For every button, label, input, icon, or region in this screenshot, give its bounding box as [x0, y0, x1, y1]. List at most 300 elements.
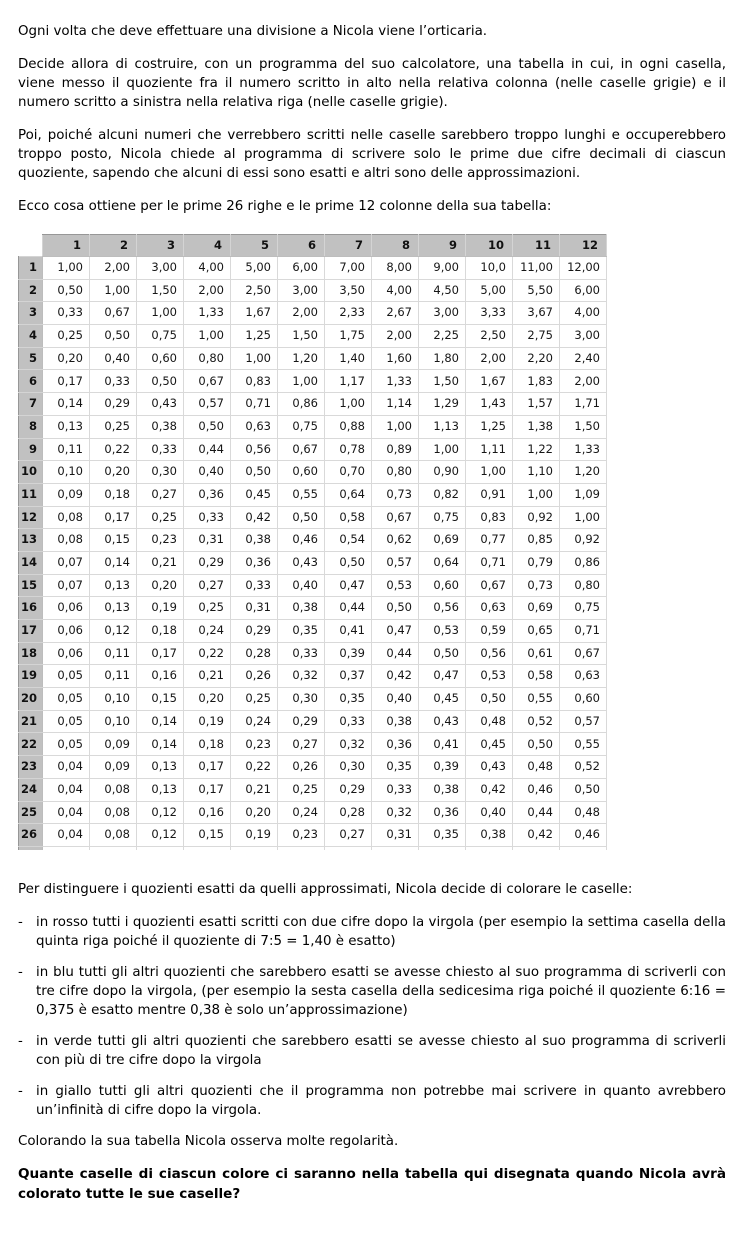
quotient-cell	[372, 846, 419, 850]
quotient-cell: 0,47	[325, 574, 372, 597]
bullet-yellow	[18, 1082, 726, 1120]
quotient-cell: 0,22	[231, 756, 278, 779]
quotient-cell: 0,58	[513, 665, 560, 688]
row-header: 16	[19, 597, 43, 620]
quotient-cell: 0,38	[137, 415, 184, 438]
quotient-cell: 0,04	[43, 801, 90, 824]
quotient-cell: 0,50	[90, 325, 137, 348]
row-header: 25	[19, 801, 43, 824]
quotient-cell: 0,41	[325, 620, 372, 643]
quotient-cell	[325, 846, 372, 850]
quotient-cell: 0,18	[184, 733, 231, 756]
quotient-cell: 0,12	[137, 824, 184, 847]
question-text: Quante caselle di ciascun colore ci saranno nella tabella qui disegnata quando Nicola avrà colorato tutte le sue caselle?	[18, 1166, 726, 1202]
quotient-cell: 0,17	[184, 756, 231, 779]
quotient-cell: 0,60	[278, 461, 325, 484]
quotient-cell: 0,27	[184, 574, 231, 597]
quotient-cell: 1,67	[466, 370, 513, 393]
quotient-cell: 0,46	[560, 824, 607, 847]
quotient-cell: 10,0	[466, 257, 513, 280]
quotient-cell: 0,65	[513, 620, 560, 643]
quotient-cell: 0,58	[325, 506, 372, 529]
quotient-cell: 3,33	[466, 302, 513, 325]
quotient-cell: 2,20	[513, 347, 560, 370]
quotient-cell: 0,08	[90, 778, 137, 801]
row-header: 20	[19, 688, 43, 711]
table-row	[19, 551, 607, 574]
quotient-cell: 2,67	[372, 302, 419, 325]
quotient-cell: 0,64	[419, 551, 466, 574]
quotient-cell: 1,00	[466, 461, 513, 484]
quotient-cell: 0,17	[184, 778, 231, 801]
quotient-cell: 0,20	[231, 801, 278, 824]
quotient-cell: 1,33	[372, 370, 419, 393]
quotient-cell: 0,40	[184, 461, 231, 484]
quotient-cell: 0,08	[43, 506, 90, 529]
quotient-cell: 0,09	[90, 756, 137, 779]
quotient-cell: 0,07	[43, 574, 90, 597]
quotient-cell: 0,44	[513, 801, 560, 824]
quotient-cell: 0,42	[372, 665, 419, 688]
quotient-cell: 0,22	[90, 438, 137, 461]
quotient-cell: 0,10	[43, 461, 90, 484]
quotient-cell: 0,57	[372, 551, 419, 574]
quotient-cell: 0,83	[231, 370, 278, 393]
column-header: 10	[466, 235, 513, 257]
quotient-cell: 0,50	[419, 642, 466, 665]
quotient-cell: 0,33	[137, 438, 184, 461]
quotient-cell: 0,60	[419, 574, 466, 597]
quotient-cell: 0,80	[184, 347, 231, 370]
quotient-cell: 0,46	[513, 778, 560, 801]
quotient-cell	[90, 846, 137, 850]
quotient-cell: 1,00	[43, 257, 90, 280]
table-row	[19, 438, 607, 461]
row-header: 21	[19, 710, 43, 733]
quotient-cell: 0,23	[137, 529, 184, 552]
row-header: 11	[19, 483, 43, 506]
row-header: 2	[19, 279, 43, 302]
quotient-cell	[278, 846, 325, 850]
quotient-cell: 0,25	[43, 325, 90, 348]
quotient-cell: 0,25	[231, 688, 278, 711]
quotient-cell: 0,48	[466, 710, 513, 733]
quotient-cell: 2,75	[513, 325, 560, 348]
quotient-cell: 0,29	[278, 710, 325, 733]
quotient-cell: 0,69	[419, 529, 466, 552]
quotient-cell: 0,56	[466, 642, 513, 665]
quotient-cell: 0,05	[43, 688, 90, 711]
quotient-cell: 4,00	[372, 279, 419, 302]
quotient-cell: 0,75	[560, 597, 607, 620]
quotient-cell: 0,57	[184, 393, 231, 416]
quotient-cell: 0,25	[90, 415, 137, 438]
quotient-cell: 0,62	[372, 529, 419, 552]
quotient-cell: 0,80	[372, 461, 419, 484]
table-row	[19, 415, 607, 438]
quotient-cell: 0,45	[466, 733, 513, 756]
quotient-cell: 0,64	[325, 483, 372, 506]
quotient-cell: 1,00	[184, 325, 231, 348]
quotient-cell: 1,00	[137, 302, 184, 325]
quotient-cell: 0,50	[184, 415, 231, 438]
quotient-cell: 0,24	[278, 801, 325, 824]
quotient-cell: 0,15	[184, 824, 231, 847]
row-header: 4	[19, 325, 43, 348]
quotient-cell: 0,67	[278, 438, 325, 461]
quotient-cell: 0,08	[43, 529, 90, 552]
bullet-dash: -	[18, 1034, 23, 1050]
table-row	[19, 483, 607, 506]
row-header	[19, 846, 43, 850]
paragraph-regularities: Colorando la sua tabella Nicola osserva molte regolarità.	[18, 1134, 399, 1150]
quotient-cell: 0,16	[137, 665, 184, 688]
quotient-cell: 1,20	[560, 461, 607, 484]
quotient-cell: 1,83	[513, 370, 560, 393]
quotient-cell: 0,27	[137, 483, 184, 506]
quotient-cell: 0,47	[372, 620, 419, 643]
quotient-cell	[513, 846, 560, 850]
quotient-cell: 2,00	[560, 370, 607, 393]
quotient-cell: 0,17	[137, 642, 184, 665]
quotient-cell: 0,55	[560, 733, 607, 756]
quotient-cell: 0,71	[466, 551, 513, 574]
quotient-cell: 0,55	[278, 483, 325, 506]
quotient-cell: 0,36	[184, 483, 231, 506]
quotient-cell: 1,09	[560, 483, 607, 506]
column-header: 5	[231, 235, 278, 257]
quotient-cell: 0,29	[184, 551, 231, 574]
quotient-cell: 0,50	[513, 733, 560, 756]
bullet-dash: -	[18, 1084, 23, 1100]
quotient-cell: 0,36	[231, 551, 278, 574]
quotient-cell: 0,52	[513, 710, 560, 733]
quotient-cell: 3,00	[137, 257, 184, 280]
quotient-cell: 0,20	[90, 461, 137, 484]
paragraph-table-lead-in: Ecco cosa ottiene per le prime 26 righe e le prime 12 colonne della sua tabella:	[18, 199, 552, 214]
quotient-cell: 0,19	[137, 597, 184, 620]
bullet-green	[18, 1032, 726, 1070]
quotient-cell: 0,40	[372, 688, 419, 711]
quotient-cell: 0,43	[419, 710, 466, 733]
quotient-cell: 0,32	[372, 801, 419, 824]
quotient-cell: 2,25	[419, 325, 466, 348]
quotient-cell: 0,28	[231, 642, 278, 665]
table-row	[19, 279, 607, 302]
table-row	[19, 620, 607, 643]
quotient-cell: 2,00	[278, 302, 325, 325]
quotient-cell: 0,44	[184, 438, 231, 461]
row-header: 12	[19, 506, 43, 529]
quotient-cell: 1,20	[278, 347, 325, 370]
quotient-cell: 0,20	[184, 688, 231, 711]
quotient-cell: 0,75	[419, 506, 466, 529]
quotient-cell: 2,50	[231, 279, 278, 302]
quotient-cell: 0,25	[137, 506, 184, 529]
row-header: 18	[19, 642, 43, 665]
quotient-cell: 0,52	[560, 756, 607, 779]
quotient-cell: 0,08	[90, 801, 137, 824]
quotient-cell: 0,31	[372, 824, 419, 847]
quotient-cell: 1,00	[90, 279, 137, 302]
table-header-row	[19, 235, 607, 257]
table-row	[19, 801, 607, 824]
quotient-cell: 0,05	[43, 710, 90, 733]
quotient-cell: 5,50	[513, 279, 560, 302]
quotient-cell: 0,09	[90, 733, 137, 756]
quotient-cell: 0,14	[43, 393, 90, 416]
corner-cell	[19, 235, 43, 257]
quotient-cell: 0,13	[137, 756, 184, 779]
row-header: 19	[19, 665, 43, 688]
quotient-cell: 0,77	[466, 529, 513, 552]
quotient-cell: 0,19	[231, 824, 278, 847]
quotient-cell: 0,60	[137, 347, 184, 370]
quotient-cell: 0,15	[90, 529, 137, 552]
quotient-cell: 1,00	[372, 415, 419, 438]
quotient-cell	[43, 846, 90, 850]
quotient-cell: 1,00	[278, 370, 325, 393]
bullet-dash: -	[18, 965, 23, 981]
quotient-cell: 0,63	[466, 597, 513, 620]
quotient-cell: 0,25	[278, 778, 325, 801]
quotient-cell: 0,23	[278, 824, 325, 847]
quotient-cell: 0,63	[560, 665, 607, 688]
row-header: 5	[19, 347, 43, 370]
quotient-cell: 0,67	[372, 506, 419, 529]
quotient-cell: 11,00	[513, 257, 560, 280]
quotient-cell: 0,92	[560, 529, 607, 552]
quotient-cell: 0,33	[43, 302, 90, 325]
table-row	[19, 574, 607, 597]
quotient-cell: 0,50	[43, 279, 90, 302]
quotient-cell: 0,04	[43, 778, 90, 801]
quotient-cell: 0,29	[90, 393, 137, 416]
quotient-cell: 0,33	[372, 778, 419, 801]
quotient-cell: 0,31	[184, 529, 231, 552]
quotient-cell: 0,11	[90, 665, 137, 688]
quotient-cell: 0,59	[466, 620, 513, 643]
quotient-cell: 0,21	[231, 778, 278, 801]
quotient-cell: 0,56	[231, 438, 278, 461]
row-header: 22	[19, 733, 43, 756]
quotient-cell: 0,43	[278, 551, 325, 574]
quotient-cell: 5,00	[231, 257, 278, 280]
quotient-cell: 0,11	[90, 642, 137, 665]
quotient-cell: 0,35	[325, 688, 372, 711]
quotient-cell: 1,00	[419, 438, 466, 461]
quotient-cell: 0,12	[137, 801, 184, 824]
quotient-cell: 1,80	[419, 347, 466, 370]
table-row	[19, 824, 607, 847]
table-row	[19, 461, 607, 484]
quotient-cell: 0,61	[513, 642, 560, 665]
quotient-cell: 1,71	[560, 393, 607, 416]
quotient-cell: 0,22	[184, 642, 231, 665]
quotient-cell: 0,83	[466, 506, 513, 529]
quotient-cell: 0,38	[278, 597, 325, 620]
quotient-cell: 0,08	[90, 824, 137, 847]
quotient-cell: 0,13	[90, 597, 137, 620]
quotient-cell: 0,09	[43, 483, 90, 506]
quotient-cell: 0,27	[325, 824, 372, 847]
quotient-cell: 0,50	[278, 506, 325, 529]
quotient-cell: 2,00	[466, 347, 513, 370]
quotient-cell: 1,60	[372, 347, 419, 370]
column-header: 11	[513, 235, 560, 257]
quotient-cell: 0,86	[278, 393, 325, 416]
quotient-cell: 0,46	[278, 529, 325, 552]
quotient-cell: 0,14	[90, 551, 137, 574]
quotient-cell: 0,07	[43, 551, 90, 574]
quotient-cell: 0,67	[560, 642, 607, 665]
quotient-cell: 2,00	[372, 325, 419, 348]
quotient-cell: 2,33	[325, 302, 372, 325]
quotient-cell: 1,13	[419, 415, 466, 438]
quotient-cell: 0,53	[372, 574, 419, 597]
row-header: 14	[19, 551, 43, 574]
quotient-cell: 0,69	[513, 597, 560, 620]
quotient-cell: 0,67	[184, 370, 231, 393]
quotient-cell: 0,32	[278, 665, 325, 688]
quotient-cell: 0,42	[231, 506, 278, 529]
quotient-cell: 2,40	[560, 347, 607, 370]
quotient-cell: 3,00	[419, 302, 466, 325]
quotient-cell: 1,57	[513, 393, 560, 416]
quotient-cell: 7,00	[325, 257, 372, 280]
quotient-cell: 6,00	[560, 279, 607, 302]
quotient-cell: 0,21	[184, 665, 231, 688]
table-row	[19, 665, 607, 688]
quotient-cell: 0,86	[560, 551, 607, 574]
table-row	[19, 347, 607, 370]
quotient-cell: 4,00	[184, 257, 231, 280]
quotient-cell: 0,50	[231, 461, 278, 484]
quotient-cell: 0,26	[231, 665, 278, 688]
quotient-cell: 0,40	[278, 574, 325, 597]
quotient-cell: 0,57	[560, 710, 607, 733]
column-header: 6	[278, 235, 325, 257]
table-body	[19, 257, 607, 851]
table-row	[19, 688, 607, 711]
table-row	[19, 778, 607, 801]
quotient-cell: 0,19	[184, 710, 231, 733]
quotient-cell: 0,53	[466, 665, 513, 688]
quotient-cell: 3,00	[278, 279, 325, 302]
quotient-cell: 0,43	[466, 756, 513, 779]
quotient-cell: 0,33	[278, 642, 325, 665]
quotient-cell: 0,73	[513, 574, 560, 597]
quotient-cell	[184, 846, 231, 850]
table-row	[19, 325, 607, 348]
quotient-cell: 0,92	[513, 506, 560, 529]
quotient-cell: 0,26	[278, 756, 325, 779]
column-header: 8	[372, 235, 419, 257]
quotient-table-wrapper	[18, 234, 726, 850]
quotient-cell: 0,27	[278, 733, 325, 756]
quotient-cell: 1,25	[231, 325, 278, 348]
table-row	[19, 302, 607, 325]
quotient-cell: 0,33	[231, 574, 278, 597]
quotient-cell: 4,00	[560, 302, 607, 325]
quotient-cell	[560, 846, 607, 850]
quotient-cell: 0,45	[231, 483, 278, 506]
quotient-cell: 0,05	[43, 665, 90, 688]
quotient-cell	[419, 846, 466, 850]
quotient-cell: 0,39	[419, 756, 466, 779]
quotient-cell: 0,70	[325, 461, 372, 484]
quotient-cell: 0,40	[466, 801, 513, 824]
quotient-cell: 3,00	[560, 325, 607, 348]
quotient-cell: 1,00	[231, 347, 278, 370]
quotient-cell: 0,85	[513, 529, 560, 552]
quotient-cell: 0,06	[43, 642, 90, 665]
quotient-cell: 1,17	[325, 370, 372, 393]
quotient-cell: 1,43	[466, 393, 513, 416]
quotient-cell: 1,11	[466, 438, 513, 461]
table-row	[19, 756, 607, 779]
quotient-cell: 0,13	[137, 778, 184, 801]
row-header: 15	[19, 574, 43, 597]
quotient-cell	[231, 846, 278, 850]
quotient-cell: 1,50	[419, 370, 466, 393]
quotient-cell: 0,35	[278, 620, 325, 643]
table-row	[19, 506, 607, 529]
quotient-cell: 0,04	[43, 824, 90, 847]
row-header: 13	[19, 529, 43, 552]
table-row	[19, 257, 607, 280]
quotient-cell: 0,44	[372, 642, 419, 665]
quotient-cell: 0,33	[184, 506, 231, 529]
quotient-cell: 0,56	[419, 597, 466, 620]
quotient-cell: 0,73	[372, 483, 419, 506]
quotient-cell: 0,35	[419, 824, 466, 847]
quotient-cell: 1,25	[466, 415, 513, 438]
quotient-cell: 0,44	[325, 597, 372, 620]
quotient-cell: 5,00	[466, 279, 513, 302]
quotient-cell: 1,14	[372, 393, 419, 416]
paragraph-intro: Ogni volta che deve effettuare una divisione a Nicola viene l’orticaria.	[18, 24, 488, 39]
quotient-cell: 0,71	[560, 620, 607, 643]
quotient-cell: 0,43	[137, 393, 184, 416]
quotient-cell: 0,50	[560, 778, 607, 801]
quotient-cell: 0,38	[419, 778, 466, 801]
quotient-cell: 0,55	[513, 688, 560, 711]
row-header: 6	[19, 370, 43, 393]
quotient-cell: 0,80	[560, 574, 607, 597]
quotient-cell: 1,75	[325, 325, 372, 348]
row-header: 17	[19, 620, 43, 643]
quotient-cell: 0,67	[90, 302, 137, 325]
quotient-cell: 0,38	[231, 529, 278, 552]
bullet-blue	[18, 963, 726, 1020]
quotient-cell: 0,91	[466, 483, 513, 506]
quotient-cell: 1,50	[137, 279, 184, 302]
quotient-cell: 0,31	[231, 597, 278, 620]
bullet-blue-text: in blu tutti gli altri quozienti che sarebbero esatti se avesse chiesto al suo programma di scriverli con tre cifre dopo la virgola, (per esempio la sesta casella della sedicesima riga poiché il quoziente 6:16 = 0,375 è esatto mentre 0,38 è solo un’approssimazione)	[36, 965, 726, 1019]
table-row	[19, 597, 607, 620]
quotient-cell: 1,40	[325, 347, 372, 370]
column-header: 1	[43, 235, 90, 257]
quotient-cell: 0,48	[513, 756, 560, 779]
quotient-cell: 0,47	[419, 665, 466, 688]
quotient-cell: 0,25	[184, 597, 231, 620]
quotient-cell: 0,14	[137, 710, 184, 733]
quotient-cell: 2,00	[184, 279, 231, 302]
quotient-cell: 2,50	[466, 325, 513, 348]
quotient-cell: 12,00	[560, 257, 607, 280]
quotient-cell	[466, 846, 513, 850]
